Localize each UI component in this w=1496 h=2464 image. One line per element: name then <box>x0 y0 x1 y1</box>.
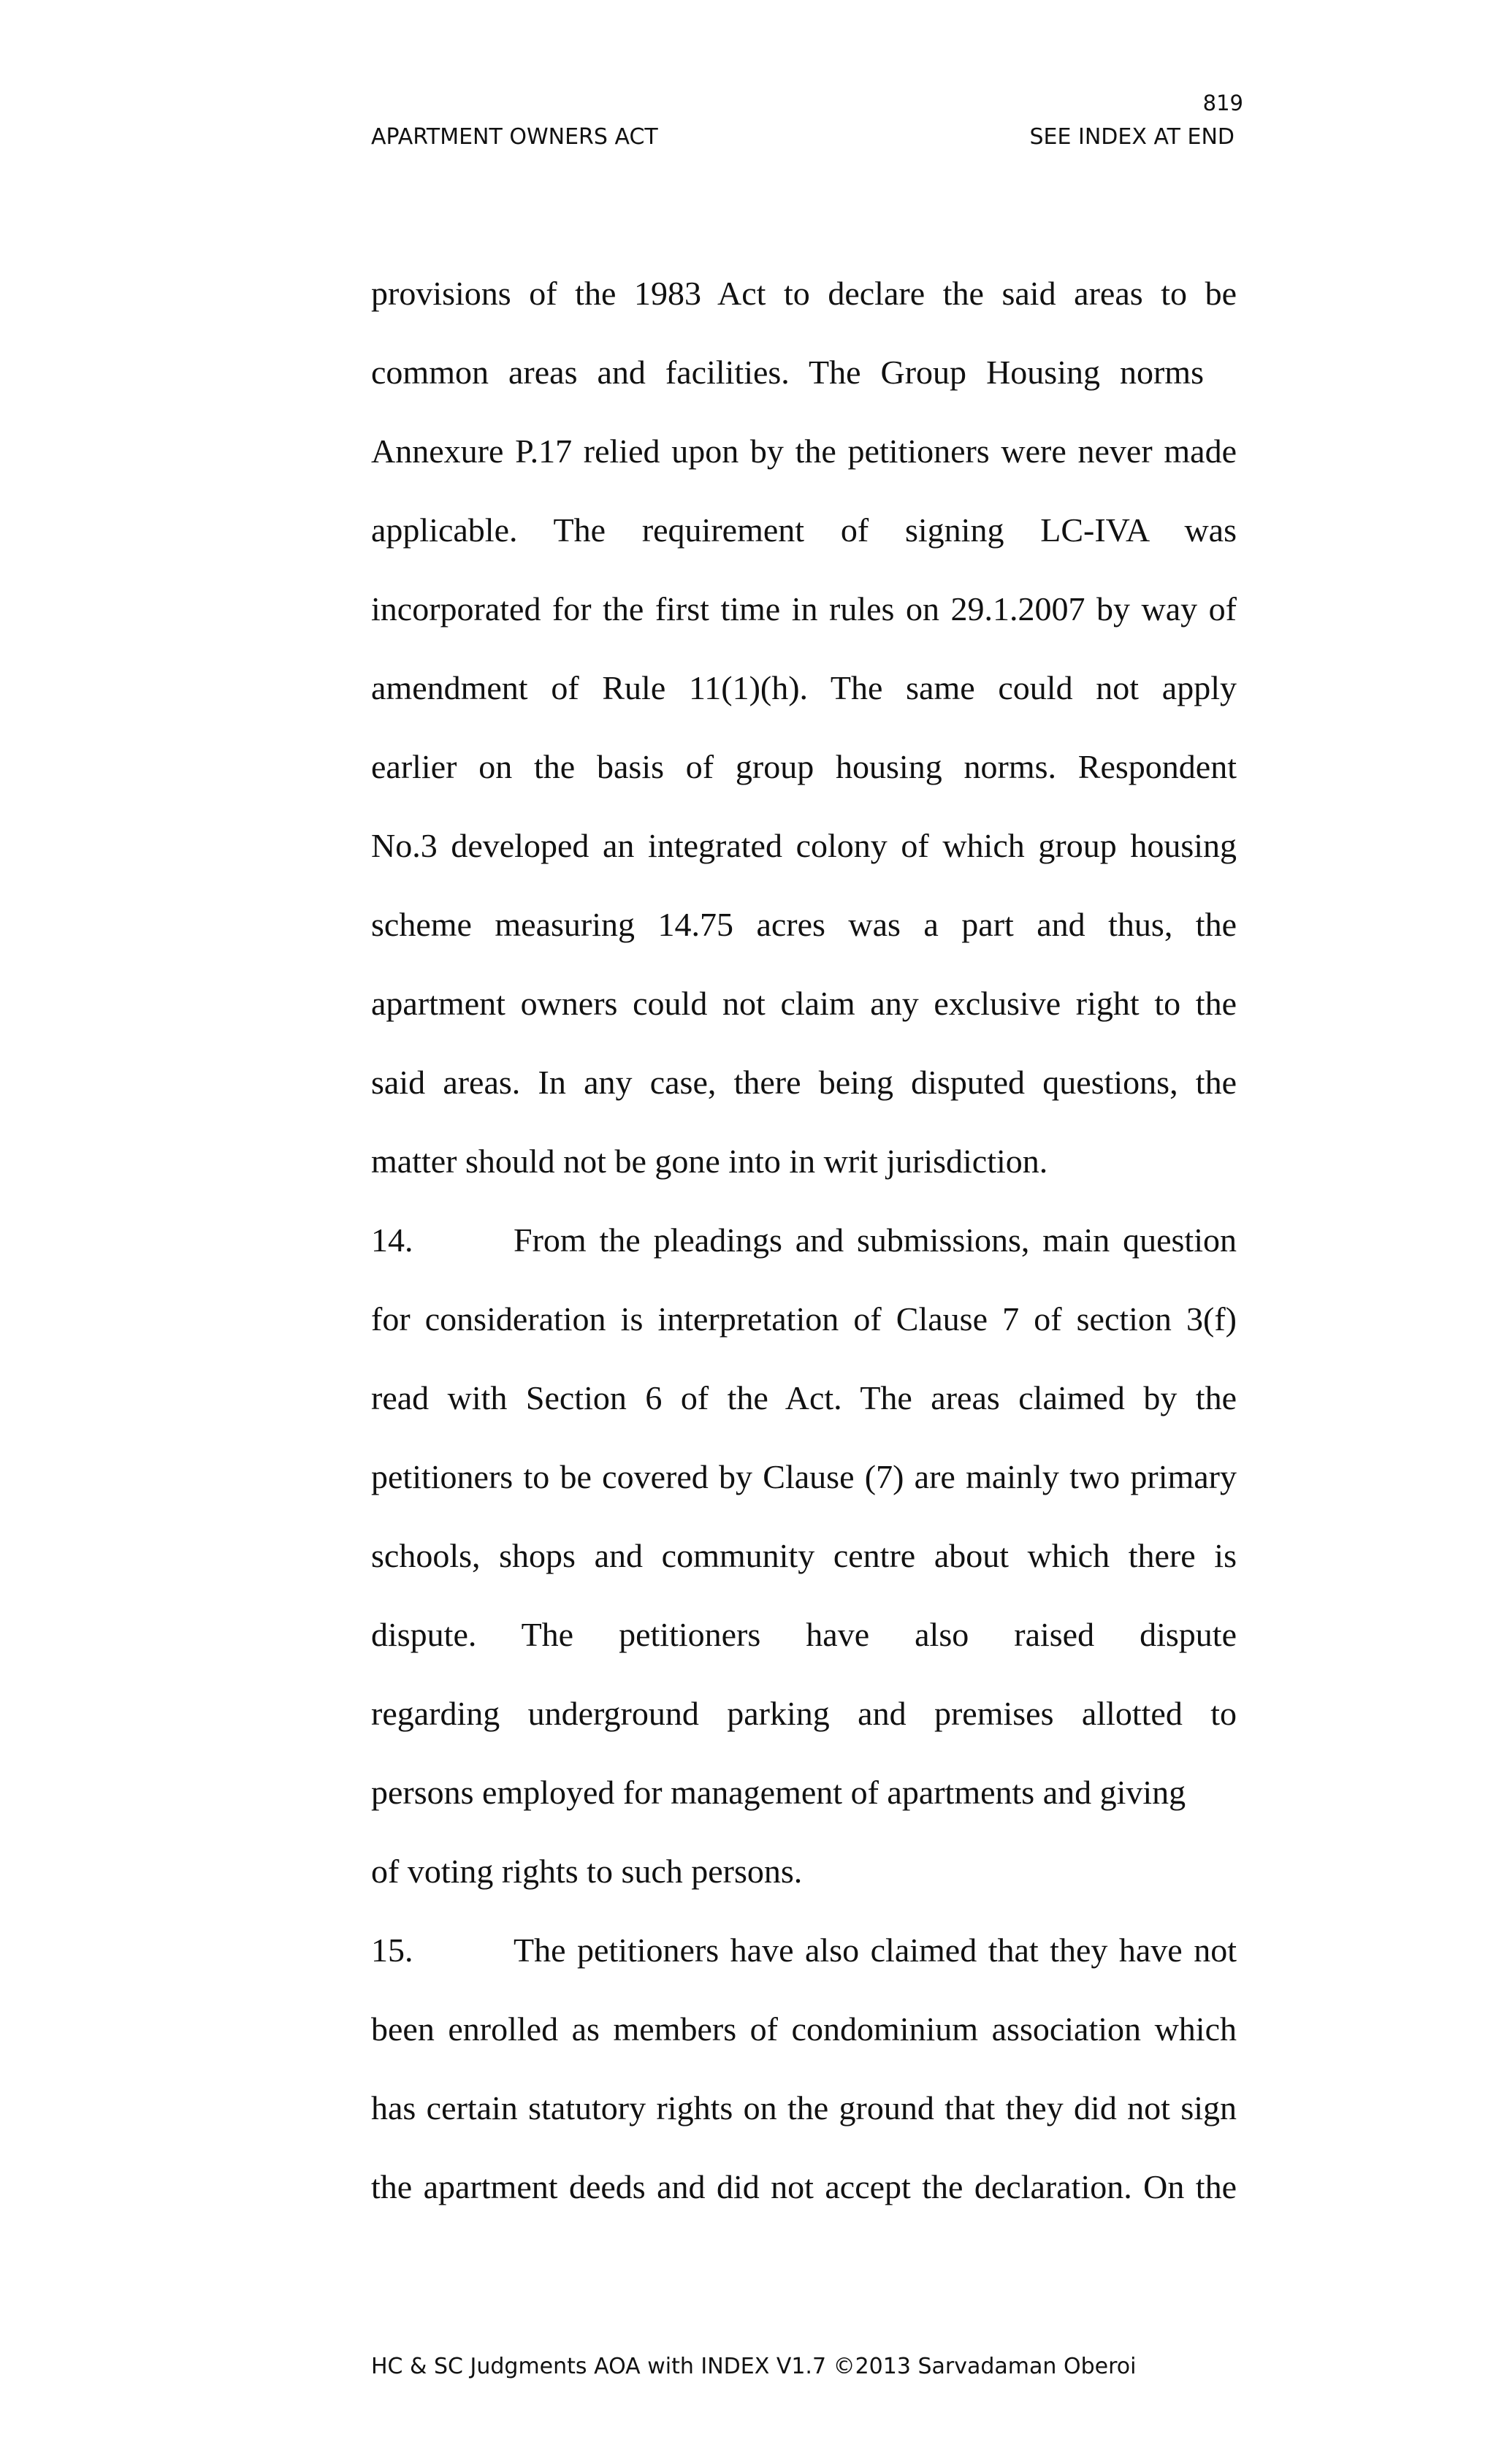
text-line: earlier on the basis of group housing norms. Respondent <box>371 748 1237 785</box>
text-line: apartment owners could not claim any exclusive right to the <box>371 985 1237 1022</box>
document-body <box>371 254 1237 2227</box>
text-line: has certain statutory rights on the ground that they did not sign <box>371 2089 1237 2127</box>
text-line: schools, shops and community centre about which there is <box>371 1537 1237 1574</box>
text-line: From the pleadings and submissions, main question <box>514 1221 1237 1259</box>
text-line: of voting rights to such persons. <box>371 1853 803 1890</box>
text-line: provisions of the 1983 Act to declare the said areas to be <box>371 275 1237 312</box>
text-line: petitioners to be covered by Clause (7) are mainly two primary <box>371 1458 1237 1495</box>
text-line: Annexure P.17 relied upon by the petitioners were never made <box>371 432 1237 470</box>
paragraph-14-first-line <box>371 1201 1237 1280</box>
text-line: No.3 developed an integrated colony of which group housing <box>371 827 1237 864</box>
text-line: The petitioners have also claimed that they have not <box>514 1931 1237 1969</box>
text-line: scheme measuring 14.75 acres was a part and thus, the <box>371 906 1237 943</box>
text-line: for consideration is interpretation of Clause 7 of section 3(f) <box>371 1300 1237 1338</box>
page-number: 819 <box>1202 91 1243 115</box>
paragraph-15-first-line <box>371 1911 1237 1990</box>
text-line: amendment of Rule 11(1)(h). The same could not apply <box>371 669 1237 706</box>
paragraph-number: 15. <box>371 1931 413 1969</box>
text-line: been enrolled as members of condominium association which <box>371 2010 1237 2048</box>
text-line: applicable. The requirement of signing LC-IVA was <box>371 511 1237 549</box>
text-line: said areas. In any case, there being disputed questions, the <box>371 1064 1237 1101</box>
text-line: matter should not be gone into in writ jurisdiction. <box>371 1143 1048 1180</box>
text-line: incorporated for the first time in rules on 29.1.2007 by way of <box>371 590 1237 628</box>
running-header-index-note: SEE INDEX AT END <box>1029 124 1234 150</box>
text-line: the apartment deeds and did not accept the declaration. On the <box>371 2168 1237 2205</box>
text-line: regarding underground parking and premises allotted to <box>371 1695 1237 1732</box>
text-line: persons employed for management of apartments and giving <box>371 1774 1186 1811</box>
paragraph-number: 14. <box>371 1221 413 1259</box>
page-footer: HC & SC Judgments AOA with INDEX V1.7 ©2013 Sarvadaman Oberoi <box>371 2354 1137 2379</box>
text-line: common areas and facilities. The Group Housing norms <box>371 354 1204 391</box>
text-line: read with Section 6 of the Act. The areas claimed by the <box>371 1379 1237 1416</box>
text-line: dispute. The petitioners have also raised dispute <box>371 1616 1237 1653</box>
running-header-title: APARTMENT OWNERS ACT <box>371 124 658 150</box>
